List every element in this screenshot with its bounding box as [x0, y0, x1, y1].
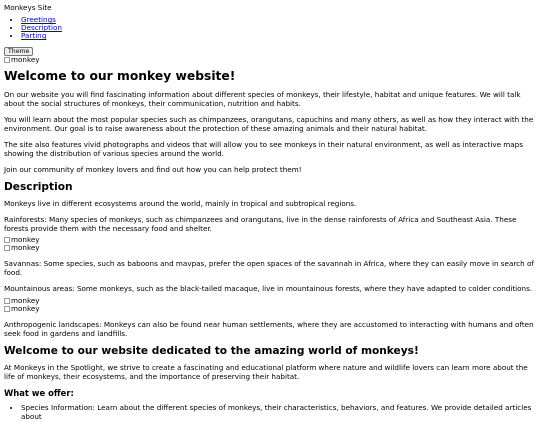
monkey-image: [4, 297, 536, 305]
rainforests-paragraph: Rainforests: Many species of monkeys, such as chimpanzees and orangutans, live in the dense rainforests of Africa and Southeast Asia. These forests provide them with the necessary food and shelter.: [4, 214, 517, 233]
mountains-paragraph: Mountainous areas: Some monkeys, such as the black-tailed macaque, live in mountainous forests, where they have adapted to colder conditions.: [4, 284, 533, 294]
anthropogenic-paragraph: Anthropogenic landscapes: Monkeys can also be found near human settlements, where they are accustomed to interacting with humans and often seek food in gardens and landfills.: [4, 319, 534, 338]
broken-image-icon: [4, 57, 10, 63]
image-alt-text: monkey: [11, 54, 40, 64]
nav-item-description: [21, 24, 536, 32]
theme-button[interactable]: Theme: [4, 47, 33, 56]
list-item: • Species Information: Learn about the different species of monkeys, their characteristics, behaviors, and features. We provide detailed articles about: [21, 403, 536, 421]
welcome-paragraph: On our website you will find fascinating information about different species of monkeys, their lifestyle, habitat and unique features. We will talk about the social structures of monkeys, their communication, nutrition and habits.: [4, 89, 521, 108]
image-alt-text: monkey: [11, 296, 40, 306]
dedicated-heading: Welcome to our website dedicated to the amazing world of monkeys!: [4, 344, 419, 357]
broken-image-icon: [4, 298, 10, 304]
monkey-image: [4, 56, 536, 64]
nav-link-parting[interactable]: Parting: [21, 31, 47, 41]
welcome-paragraph: You will learn about the most popular species such as chimpanzees, orangutans, capuchins and many others, as well as how they interact with the environment. Our goal is to raise awareness about the protection of these amazing animals and their natural habitat.: [4, 114, 534, 133]
offer-list: [4, 403, 536, 421]
monkey-image: [4, 236, 536, 244]
nav-item-parting: [21, 32, 536, 40]
description-paragraph: Monkeys live in different ecosystems around the world, mainly in tropical and subtropical regions.: [4, 198, 357, 208]
monkey-image: [4, 244, 536, 252]
dedicated-paragraph: At Monkeys in the Spotlight, we strive to create a fascinating and educational platform where nature and wildlife lovers can learn more about the life of monkeys, their ecosystems, and the importance of preserving their habitat.: [4, 362, 528, 381]
image-alt-text: monkey: [11, 243, 40, 253]
nav-item-greetings: [21, 16, 536, 24]
main-nav: [4, 16, 536, 41]
site-title: Monkeys Site: [4, 3, 52, 12]
description-heading: Description: [4, 180, 73, 193]
welcome-paragraph: Join our community of monkey lovers and find out how you can help protect them!: [4, 164, 302, 174]
broken-image-icon: [4, 237, 10, 243]
broken-image-icon: [4, 306, 10, 312]
nav-link-greetings[interactable]: Greetings: [21, 15, 56, 24]
welcome-paragraph: The site also features vivid photographs and videos that will allow you to see monkeys in their natural environment, as well as interactive maps showing the distribution of various species around the world.: [4, 139, 523, 158]
offer-heading: What we offer:: [4, 387, 74, 398]
monkey-image: [4, 305, 536, 313]
nav-link-description[interactable]: Description: [21, 23, 62, 33]
welcome-heading: Welcome to our monkey website!: [4, 68, 236, 83]
image-alt-text: monkey: [11, 234, 40, 244]
savannas-paragraph: Savannas: Some species, such as baboons and mavpas, prefer the open spaces of the savannah in Africa, where they can easily move in search of food.: [4, 259, 534, 278]
broken-image-icon: [4, 245, 10, 251]
image-alt-text: monkey: [11, 304, 40, 314]
